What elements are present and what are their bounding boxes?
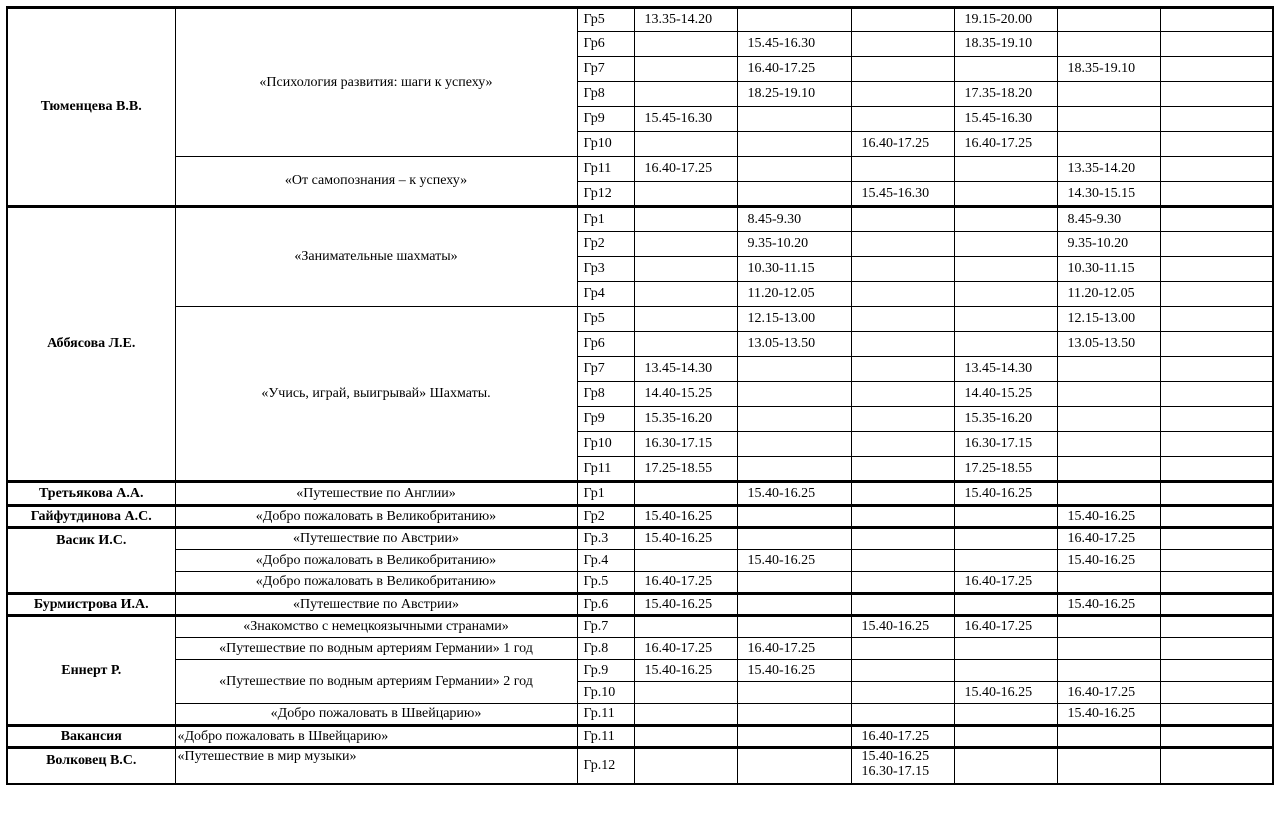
time-slot: 16.40-17.25 (954, 616, 1057, 638)
group-label: Гр.11 (577, 704, 634, 726)
time-slot: 15.40-16.25 (634, 594, 737, 616)
time-slot: 16.40-17.25 (634, 157, 737, 182)
time-slot (851, 157, 954, 182)
schedule-row (7, 748, 1273, 784)
time-slot (954, 282, 1057, 307)
time-slot: 16.30-17.15 (634, 432, 737, 457)
time-slot (1160, 682, 1273, 704)
time-slot (737, 682, 851, 704)
time-slot (634, 332, 737, 357)
time-slot (634, 616, 737, 638)
time-slot: 15.45-16.30 (634, 107, 737, 132)
time-slot (1057, 382, 1160, 407)
time-slot (1057, 407, 1160, 432)
schedule-row (7, 660, 1273, 682)
teacher-name: Еннерт Р. (7, 616, 175, 726)
group-label: Гр1 (577, 482, 634, 506)
time-slot: 18.25-19.10 (737, 82, 851, 107)
time-slot (1057, 357, 1160, 382)
time-slot (851, 332, 954, 357)
time-slot (954, 726, 1057, 748)
time-slot (954, 307, 1057, 332)
time-slot (851, 528, 954, 550)
time-slot (851, 704, 954, 726)
time-slot (1160, 357, 1273, 382)
time-slot (1057, 616, 1160, 638)
time-slot (954, 157, 1057, 182)
time-slot (954, 57, 1057, 82)
time-slot (737, 182, 851, 207)
schedule-row (7, 726, 1273, 748)
time-slot: 16.40-17.25 (634, 638, 737, 660)
time-slot (954, 638, 1057, 660)
schedule-row (7, 307, 1273, 332)
time-slot: 15.40-16.25 (1057, 594, 1160, 616)
time-slot (1160, 57, 1273, 82)
time-slot (634, 57, 737, 82)
time-slot (737, 594, 851, 616)
time-slot: 11.20-12.05 (737, 282, 851, 307)
time-slot (1160, 107, 1273, 132)
time-slot: 13.45-14.30 (954, 357, 1057, 382)
group-label: Гр.10 (577, 682, 634, 704)
time-slot: 16.40-17.25 (954, 572, 1057, 594)
time-slot: 13.05-13.50 (1057, 332, 1160, 357)
group-label: Гр9 (577, 107, 634, 132)
time-slot (737, 528, 851, 550)
time-slot (851, 207, 954, 232)
time-slot (954, 594, 1057, 616)
time-slot (1160, 307, 1273, 332)
group-label: Гр5 (577, 8, 634, 32)
schedule-row (7, 482, 1273, 506)
schedule-row (7, 594, 1273, 616)
time-slot (737, 407, 851, 432)
course-title: «Учись, играй, выигрывай» Шахматы. (175, 307, 577, 482)
time-slot (634, 232, 737, 257)
time-slot (737, 432, 851, 457)
teacher-name: Волковец В.С. (7, 748, 175, 784)
time-slot (1160, 382, 1273, 407)
time-slot: 15.40-16.25 (634, 506, 737, 528)
group-label: Гр1 (577, 207, 634, 232)
time-slot: 16.40-17.25 (851, 726, 954, 748)
time-slot: 19.15-20.00 (954, 8, 1057, 32)
schedule-body (7, 8, 1273, 784)
time-slot (851, 232, 954, 257)
time-slot (1057, 748, 1160, 784)
time-slot (851, 8, 954, 32)
time-slot (1160, 748, 1273, 784)
time-slot: 11.20-12.05 (1057, 282, 1160, 307)
time-slot (1057, 726, 1160, 748)
course-title: «Путешествие в мир музыки» (175, 748, 577, 784)
time-slot: 13.05-13.50 (737, 332, 851, 357)
time-slot (851, 107, 954, 132)
time-slot (1160, 550, 1273, 572)
time-slot: 16.40-17.25 (851, 132, 954, 157)
group-label: Гр.3 (577, 528, 634, 550)
time-slot (1160, 432, 1273, 457)
time-slot (1160, 660, 1273, 682)
group-label: Гр11 (577, 157, 634, 182)
time-slot (1160, 407, 1273, 432)
time-slot: 8.45-9.30 (1057, 207, 1160, 232)
group-label: Гр.4 (577, 550, 634, 572)
time-slot (1160, 182, 1273, 207)
time-slot (1160, 282, 1273, 307)
group-label: Гр6 (577, 32, 634, 57)
time-slot: 15.35-16.20 (634, 407, 737, 432)
time-slot (1057, 82, 1160, 107)
schedule-row (7, 528, 1273, 550)
time-slot: 13.35-14.20 (634, 8, 737, 32)
schedule-row (7, 207, 1273, 232)
group-label: Гр7 (577, 357, 634, 382)
time-slot (634, 32, 737, 57)
group-label: Гр8 (577, 382, 634, 407)
group-label: Гр7 (577, 57, 634, 82)
time-slot (1160, 232, 1273, 257)
time-slot (954, 332, 1057, 357)
time-slot (851, 432, 954, 457)
time-slot: 15.45-16.30 (954, 107, 1057, 132)
course-title: «Добро пожаловать в Швейцарию» (175, 704, 577, 726)
time-slot (1160, 704, 1273, 726)
group-label: Гр.6 (577, 594, 634, 616)
group-label: Гр.5 (577, 572, 634, 594)
time-slot (1057, 482, 1160, 506)
time-slot (1057, 457, 1160, 482)
group-label: Гр.12 (577, 748, 634, 784)
group-label: Гр.9 (577, 660, 634, 682)
teacher-name: Тюменцева В.В. (7, 8, 175, 207)
time-slot (851, 282, 954, 307)
group-label: Гр10 (577, 432, 634, 457)
time-slot (737, 132, 851, 157)
time-slot: 15.40-16.25 (1057, 704, 1160, 726)
time-slot (634, 482, 737, 506)
time-slot (634, 82, 737, 107)
time-slot (851, 660, 954, 682)
time-slot (851, 357, 954, 382)
time-slot: 18.35-19.10 (1057, 57, 1160, 82)
time-slot (851, 257, 954, 282)
course-title: «Путешествие по Австрии» (175, 528, 577, 550)
course-title: «Путешествие по водным артериям Германии» 2 год (175, 660, 577, 704)
course-title: «Добро пожаловать в Великобританию» (175, 506, 577, 528)
time-slot: 18.35-19.10 (954, 32, 1057, 57)
course-title: «Психология развития: шаги к успеху» (175, 8, 577, 157)
time-slot (1160, 8, 1273, 32)
time-slot (851, 550, 954, 572)
time-slot (634, 132, 737, 157)
teacher-name: Третьякова А.А. (7, 482, 175, 506)
time-slot (851, 307, 954, 332)
time-slot: 9.35-10.20 (737, 232, 851, 257)
time-slot: 12.15-13.00 (1057, 307, 1160, 332)
time-slot (1160, 157, 1273, 182)
time-slot (954, 550, 1057, 572)
time-slot (851, 594, 954, 616)
course-title: «Путешествие по Австрии» (175, 594, 577, 616)
group-label: Гр.8 (577, 638, 634, 660)
time-slot (737, 382, 851, 407)
time-slot (737, 457, 851, 482)
group-label: Гр5 (577, 307, 634, 332)
course-title: «Путешествие по Англии» (175, 482, 577, 506)
time-slot (851, 482, 954, 506)
time-slot (634, 182, 737, 207)
course-title: «Занимательные шахматы» (175, 207, 577, 307)
course-title: «Добро пожаловать в Великобританию» (175, 550, 577, 572)
time-slot (851, 506, 954, 528)
course-title: «Добро пожаловать в Великобританию» (175, 572, 577, 594)
time-slot: 13.35-14.20 (1057, 157, 1160, 182)
time-slot: 9.35-10.20 (1057, 232, 1160, 257)
time-slot: 15.40-16.25 (1057, 506, 1160, 528)
time-slot (1057, 107, 1160, 132)
teacher-name: Аббясова Л.Е. (7, 207, 175, 482)
time-slot: 14.40-15.25 (954, 382, 1057, 407)
time-slot (634, 748, 737, 784)
time-slot (851, 572, 954, 594)
time-slot (1160, 257, 1273, 282)
time-slot (954, 207, 1057, 232)
time-slot: 15.40-16.25 (851, 616, 954, 638)
time-slot (634, 704, 737, 726)
time-slot: 16.40-17.25 (737, 638, 851, 660)
time-slot: 15.40-16.25 (737, 482, 851, 506)
schedule-row (7, 572, 1273, 594)
time-slot (737, 8, 851, 32)
time-slot (851, 382, 954, 407)
time-slot (634, 307, 737, 332)
time-slot (954, 506, 1057, 528)
time-slot (1057, 432, 1160, 457)
time-slot (1160, 82, 1273, 107)
time-slot (634, 682, 737, 704)
time-slot (1160, 638, 1273, 660)
time-slot (1160, 616, 1273, 638)
time-slot (1160, 457, 1273, 482)
teacher-name: Вакансия (7, 726, 175, 748)
time-slot: 14.30-15.15 (1057, 182, 1160, 207)
time-slot: 15.40-16.25 (634, 660, 737, 682)
schedule-row (7, 616, 1273, 638)
time-slot: 16.40-17.25 (1057, 528, 1160, 550)
schedule-row (7, 704, 1273, 726)
group-label: Гр4 (577, 282, 634, 307)
time-slot (737, 748, 851, 784)
time-slot: 16.30-17.15 (954, 432, 1057, 457)
time-slot (851, 82, 954, 107)
time-slot (1160, 207, 1273, 232)
schedule-row (7, 506, 1273, 528)
time-slot (634, 207, 737, 232)
time-slot (737, 616, 851, 638)
time-slot (1160, 32, 1273, 57)
time-slot (1160, 482, 1273, 506)
course-title: «Знакомство с немецкоязычными странами» (175, 616, 577, 638)
time-slot (1160, 726, 1273, 748)
time-slot: 17.35-18.20 (954, 82, 1057, 107)
time-slot (954, 232, 1057, 257)
time-slot (737, 506, 851, 528)
time-slot: 15.35-16.20 (954, 407, 1057, 432)
time-slot (954, 660, 1057, 682)
time-slot (737, 572, 851, 594)
time-slot: 15.40-16.25 16.30-17.15 (851, 748, 954, 784)
time-slot: 12.15-13.00 (737, 307, 851, 332)
course-title: «Добро пожаловать в Швейцарию» (175, 726, 577, 748)
group-label: Гр8 (577, 82, 634, 107)
time-slot (1160, 506, 1273, 528)
group-label: Гр6 (577, 332, 634, 357)
time-slot: 15.45-16.30 (851, 182, 954, 207)
time-slot (1057, 32, 1160, 57)
time-slot (634, 282, 737, 307)
teacher-name: Гайфутдинова А.С. (7, 506, 175, 528)
time-slot (737, 357, 851, 382)
teacher-name: Бурмистрова И.А. (7, 594, 175, 616)
time-slot (851, 32, 954, 57)
course-title: «Путешествие по водным артериям Германии» 1 год (175, 638, 577, 660)
time-slot: 16.40-17.25 (954, 132, 1057, 157)
time-slot (737, 157, 851, 182)
schedule-row (7, 638, 1273, 660)
time-slot: 16.40-17.25 (737, 57, 851, 82)
time-slot (1160, 594, 1273, 616)
time-slot (1160, 132, 1273, 157)
time-slot: 17.25-18.55 (634, 457, 737, 482)
time-slot (954, 528, 1057, 550)
time-slot (1160, 572, 1273, 594)
schedule-table (6, 6, 1274, 785)
teacher-name: Васик И.С. (7, 528, 175, 594)
time-slot: 8.45-9.30 (737, 207, 851, 232)
time-slot (634, 726, 737, 748)
time-slot: 10.30-11.15 (737, 257, 851, 282)
time-slot (1160, 332, 1273, 357)
schedule-row (7, 8, 1273, 32)
time-slot: 15.40-16.25 (954, 682, 1057, 704)
time-slot (1160, 528, 1273, 550)
time-slot (851, 682, 954, 704)
group-label: Гр10 (577, 132, 634, 157)
time-slot (737, 726, 851, 748)
time-slot: 15.40-16.25 (954, 482, 1057, 506)
time-slot: 10.30-11.15 (1057, 257, 1160, 282)
time-slot (634, 257, 737, 282)
time-slot (851, 638, 954, 660)
time-slot (634, 550, 737, 572)
time-slot (851, 407, 954, 432)
time-slot: 17.25-18.55 (954, 457, 1057, 482)
time-slot: 15.40-16.25 (634, 528, 737, 550)
time-slot: 15.45-16.30 (737, 32, 851, 57)
time-slot: 15.40-16.25 (737, 550, 851, 572)
time-slot (1057, 572, 1160, 594)
time-slot (954, 704, 1057, 726)
time-slot: 16.40-17.25 (634, 572, 737, 594)
time-slot: 14.40-15.25 (634, 382, 737, 407)
group-label: Гр11 (577, 457, 634, 482)
time-slot: 16.40-17.25 (1057, 682, 1160, 704)
time-slot (851, 457, 954, 482)
group-label: Гр2 (577, 506, 634, 528)
group-label: Гр12 (577, 182, 634, 207)
time-slot (737, 704, 851, 726)
time-slot (1057, 660, 1160, 682)
time-slot (737, 107, 851, 132)
schedule-row (7, 550, 1273, 572)
time-slot (1057, 638, 1160, 660)
time-slot (954, 182, 1057, 207)
time-slot (954, 748, 1057, 784)
time-slot: 15.40-16.25 (737, 660, 851, 682)
time-slot (954, 257, 1057, 282)
group-label: Гр2 (577, 232, 634, 257)
group-label: Гр3 (577, 257, 634, 282)
time-slot (851, 57, 954, 82)
time-slot (1057, 8, 1160, 32)
schedule-row (7, 157, 1273, 182)
group-label: Гр9 (577, 407, 634, 432)
time-slot: 15.40-16.25 (1057, 550, 1160, 572)
group-label: Гр.7 (577, 616, 634, 638)
course-title: «От самопознания – к успеху» (175, 157, 577, 207)
time-slot: 13.45-14.30 (634, 357, 737, 382)
group-label: Гр.11 (577, 726, 634, 748)
time-slot (1057, 132, 1160, 157)
